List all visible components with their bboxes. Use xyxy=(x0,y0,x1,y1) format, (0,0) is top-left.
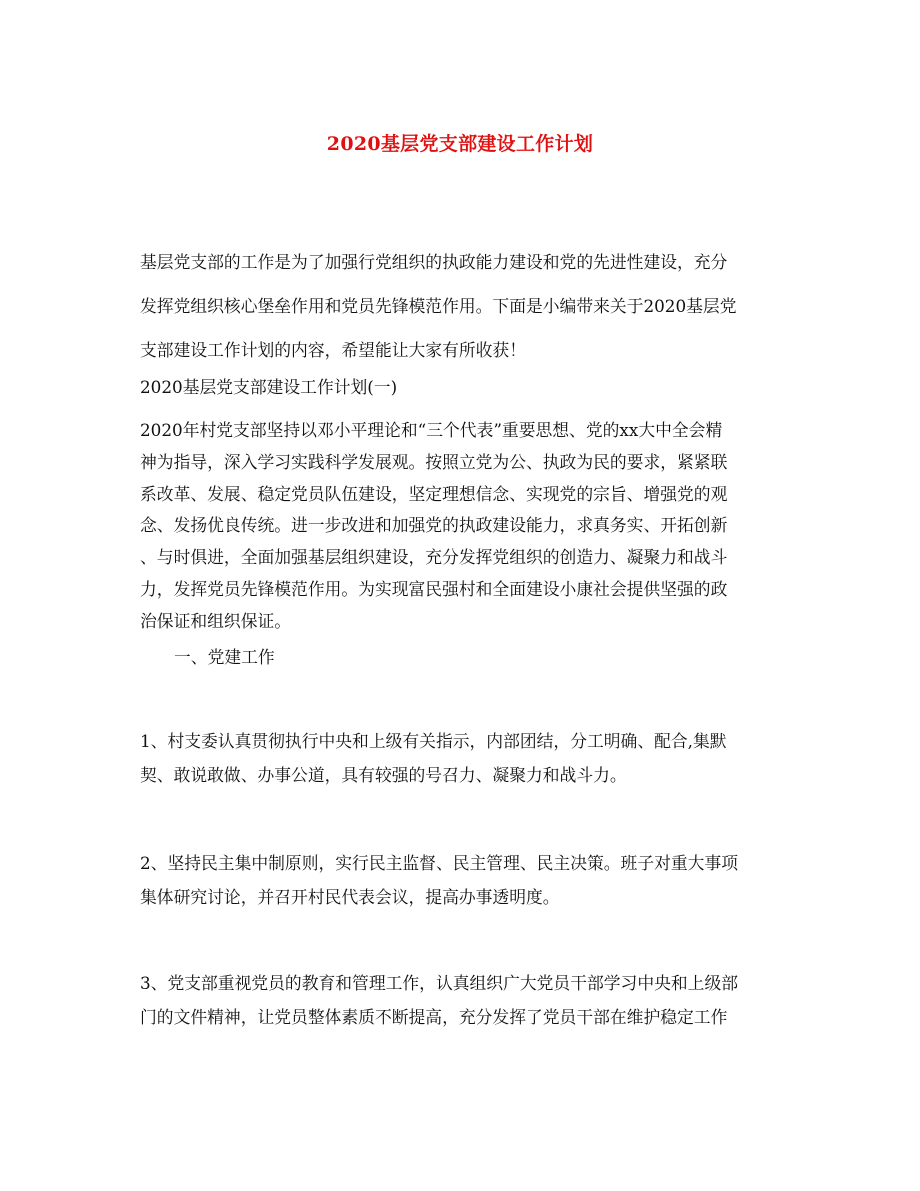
body-line: 念、发扬优良传统。进一步改进和加强党的执政建设能力，求真务实、开拓创新 xyxy=(140,515,728,536)
list-item-line: 2、坚持民主集中制原则，实行民主监督、民主管理、民主决策。班子对重大事项 xyxy=(140,852,739,873)
list-item-line: 集体研究讨论，并召开村民代表会议，提高办事透明度。 xyxy=(140,886,560,907)
list-item-line: 3、党支部重视党员的教育和管理工作，认真组织广大党员干部学习中央和上级部 xyxy=(140,972,739,993)
body-line: 治保证和组织保证。 xyxy=(140,610,292,631)
list-item-line: 契、敢说敢做、办事公道，具有较强的号召力、凝聚力和战斗力。 xyxy=(140,764,627,785)
list-item xyxy=(140,724,790,792)
list-item-line: 1、村支委认真贯彻执行中央和上级有关指示，内部团结，分工明确、配合,集默 xyxy=(140,730,727,751)
document-body xyxy=(140,240,790,1034)
list-item xyxy=(140,966,790,1034)
intro-paragraph xyxy=(140,240,790,372)
body-line: 力，发挥党员先锋模范作用。为实现富民强村和全面建设小康社会提供坚强的政 xyxy=(140,578,728,599)
section-heading: 一、党建工作 xyxy=(174,646,275,667)
list-item xyxy=(140,846,790,914)
intro-line: 基层党支部的工作是为了加强行党组织的执政能力建设和党的先进性建设，充分 xyxy=(140,252,728,272)
plan-subheading: 2020基层党支部建设工作计划(一) xyxy=(140,377,398,397)
body-line: 、与时俱进，全面加强基层组织建设，充分发挥党组织的创造力、凝聚力和战斗 xyxy=(140,547,728,568)
body-paragraph xyxy=(140,415,790,638)
body-line: 2020年村党支部坚持以邓小平理论和“三个代表”重要思想、党的xx大中全会精 xyxy=(140,420,723,440)
document-title: 2020基层党支部建设工作计划 xyxy=(326,133,594,155)
body-line: 系改革、发展、稳定党员队伍建设，坚定理想信念、实现党的宗旨、增强党的观 xyxy=(140,483,728,504)
intro-line: 发挥党组织核心堡垒作用和党员先锋模范作用。下面是小编带来关于2020基层党 xyxy=(140,296,737,316)
intro-line: 支部建设工作计划的内容，希望能让大家有所收获！ xyxy=(140,340,526,360)
list-item-line: 门的文件精神，让党员整体素质不断提高，充分发挥了党员干部在维护稳定工作 xyxy=(140,1006,728,1027)
body-line: 神为指导，深入学习实践科学发展观。按照立党为公、执政为民的要求，紧紧联 xyxy=(140,451,728,472)
